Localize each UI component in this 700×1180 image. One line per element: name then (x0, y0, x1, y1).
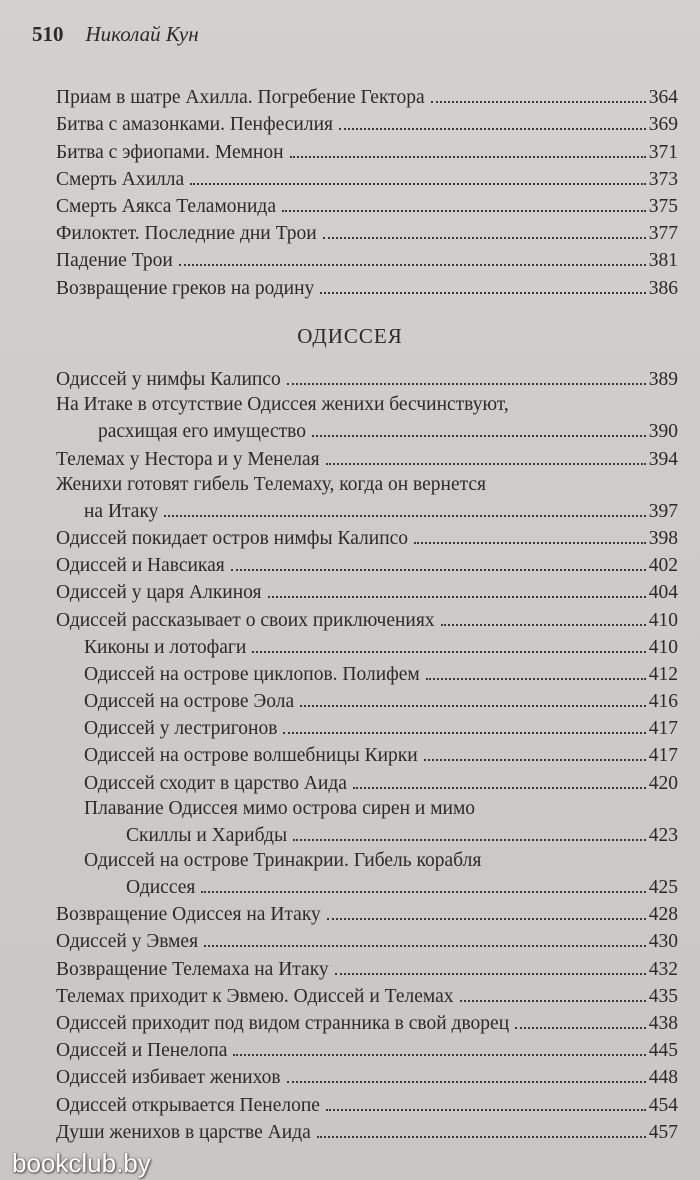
toc-entry-title: Одиссей у Эвмея (56, 931, 199, 953)
toc-entry (56, 1062, 678, 1089)
toc-entry-page: 381 (648, 250, 678, 272)
toc-entry-title: Одиссея (126, 877, 196, 898)
toc-entry (56, 604, 678, 631)
toc-entry-page: 417 (648, 718, 678, 740)
toc-entry-title: Одиссей приходит под видом странника в свой дворец (56, 1012, 510, 1034)
toc-entry-title: Возвращение Телемаха на Итаку (56, 958, 329, 980)
toc-entry-title: Одиссей и Пенелопа (56, 1040, 228, 1062)
toc-entry (56, 953, 678, 980)
toc-entry-page: 369 (648, 114, 678, 136)
toc-entry-page: 404 (648, 582, 678, 604)
toc-entry (56, 1035, 678, 1062)
leader-dots (287, 383, 646, 385)
toc-entry-title: Скиллы и Харибды (126, 824, 288, 846)
toc-entry (56, 364, 678, 391)
toc-entry-title: Битва с эфиопами. Мемнон (56, 141, 284, 163)
toc-entry (56, 191, 678, 218)
toc-entry-title: Души женихов в царстве Аида (56, 1121, 311, 1143)
toc-entry-page: 428 (648, 904, 678, 926)
toc-entry-title: Одиссей рассказывает о своих приключениях (56, 609, 435, 631)
toc-entry (56, 272, 678, 299)
leader-dots (323, 237, 646, 239)
toc-entry (56, 577, 678, 604)
toc-entry-page: 423 (648, 824, 678, 846)
toc-entry-title: Филоктет. Последние дни Трои (56, 223, 317, 245)
toc-odyssey-block (56, 364, 678, 1144)
leader-dots (190, 183, 646, 185)
toc-entry-page: 448 (648, 1067, 678, 1089)
toc-entry-continuation (56, 416, 678, 443)
toc-entry-title: Возвращение греков на родину (56, 277, 315, 299)
toc-entry-page: 438 (648, 1012, 678, 1034)
toc-entry-title: Одиссей на острове Тринакрии. Гибель корабля (84, 849, 482, 871)
toc-entry-title: Одиссей у нимфы Калипсо (56, 369, 281, 391)
leader-dots (426, 678, 646, 680)
leader-dots (179, 264, 646, 266)
toc-entry-title: Телемах приходит к Эвмею. Одиссей и Телемах (56, 985, 454, 1007)
leader-dots (414, 542, 646, 544)
toc-subentry (56, 767, 678, 794)
toc-entry-page: 430 (648, 931, 678, 953)
toc-entry-page: 375 (648, 195, 678, 217)
toc-entry-title: расхищая его имущество (98, 421, 306, 443)
toc-entry-page: 389 (648, 369, 678, 391)
toc-entry-page: 377 (648, 223, 678, 245)
toc-entry-page: 394 (648, 448, 678, 470)
toc-subentry-first-line (56, 795, 678, 820)
leader-dots (233, 1054, 645, 1056)
toc-entry-title: Одиссей сходит в царство Аида (84, 772, 347, 794)
toc-entry-title: Одиссей на острове Эола (84, 691, 295, 713)
toc-entry (56, 109, 678, 136)
leader-dots (353, 787, 646, 789)
leader-dots (312, 435, 646, 437)
leader-dots (231, 569, 646, 571)
toc-entry-page: 412 (648, 663, 678, 685)
toc-entry-page: 390 (648, 421, 678, 443)
toc-subentry-continuation (56, 872, 678, 899)
toc-entry-page: 364 (648, 87, 678, 109)
leader-dots (287, 1081, 646, 1083)
toc-entry-page: 457 (648, 1121, 678, 1143)
toc-entry-title: Смерть Аякса Теламонида (56, 195, 276, 217)
toc-subentry (56, 713, 678, 740)
toc-entry-title: Телемах у Нестора и у Менелая (56, 448, 320, 470)
toc-entry-page: 454 (648, 1094, 678, 1116)
leader-dots (283, 732, 645, 734)
toc-entry-title: Одиссей на острове циклопов. Полифем (84, 663, 420, 685)
toc-entry-title: Битва с амазонками. Пенфесилия (56, 114, 333, 136)
toc-subentry (56, 632, 678, 659)
section-heading-odyssey: ОДИССЕЯ (297, 324, 403, 348)
toc-entry-page: 416 (648, 691, 678, 713)
leader-dots (339, 128, 646, 130)
toc-entry-title: Одиссей у лестригонов (84, 718, 278, 740)
leader-dots (293, 839, 646, 841)
toc-entry-continuation (56, 496, 678, 523)
leader-dots (431, 101, 646, 103)
toc-subentry-continuation (56, 820, 678, 847)
toc-entry (56, 550, 678, 577)
toc-entry (56, 1089, 678, 1116)
toc-entry (56, 899, 678, 926)
toc-entry-title: Одиссей избивает женихов (56, 1067, 281, 1089)
leader-dots (441, 624, 646, 626)
toc-entry-page: 445 (648, 1040, 678, 1062)
toc-entry-page: 397 (648, 500, 678, 522)
toc-entry-title: Падение Трои (56, 250, 173, 272)
leader-dots (326, 463, 646, 465)
toc-entry (56, 443, 678, 470)
toc-entry-title: Одиссей и Навсикая (56, 555, 225, 577)
watermark-text: bookclub.by (12, 1148, 151, 1178)
leader-dots (424, 759, 646, 761)
toc-entry (56, 136, 678, 163)
toc-entry-page: 386 (648, 277, 678, 299)
toc-entry (56, 164, 678, 191)
leader-dots (326, 1109, 646, 1111)
toc-entry-page: 425 (648, 877, 678, 898)
toc-entry-title: Киконы и лотофаги (84, 636, 247, 658)
leader-dots (268, 596, 646, 598)
leader-dots (320, 292, 645, 294)
toc-entry (56, 523, 678, 550)
leader-dots (460, 1000, 646, 1002)
toc-entry (56, 1117, 678, 1144)
leader-dots (290, 156, 646, 158)
leader-dots (317, 1136, 646, 1138)
toc-subentry (56, 740, 678, 767)
toc-entry-title: Приам в шатре Ахилла. Погребение Гектора (56, 87, 425, 109)
toc-entry-title: Смерть Ахилла (56, 168, 185, 190)
toc-entry (56, 926, 678, 953)
leader-dots (164, 515, 645, 517)
toc-entry-page: 420 (648, 772, 678, 794)
toc-entry-title: Одиссей покидает остров нимфы Калипсо (56, 527, 409, 549)
toc-entry-title: Плавание Одиссея мимо острова сирен и мимо (84, 797, 476, 819)
toc-entry (56, 245, 678, 272)
page-header (32, 22, 199, 47)
toc-entry-page: 432 (648, 958, 678, 980)
toc-entry-title: На Итаке в отсутствие Одиссея женихи бесчинствуют, (56, 394, 509, 416)
leader-dots (335, 973, 646, 975)
leader-dots (282, 210, 646, 212)
toc-subentry-first-line (56, 847, 678, 872)
toc-entry-title: Женихи готовят гибель Телемаху, когда он вернется (56, 473, 487, 495)
toc-entry-page: 371 (648, 141, 678, 163)
toc-subentry (56, 659, 678, 686)
toc-entry-page: 402 (648, 555, 678, 577)
toc-entry-page: 398 (648, 527, 678, 549)
toc-entry-page: 410 (648, 609, 678, 631)
toc-entry (56, 1008, 678, 1035)
leader-dots (300, 705, 646, 707)
toc-entry-title: Одиссей на острове волшебницы Кирки (84, 745, 418, 767)
toc-subentry (56, 686, 678, 713)
toc-entry-page: 417 (648, 745, 678, 767)
page-number: 510 (32, 22, 64, 46)
leader-dots (515, 1027, 646, 1029)
leader-dots (252, 651, 645, 653)
toc-entry-page: 410 (648, 636, 678, 658)
toc-entry-first-line (56, 471, 678, 496)
leader-dots (204, 945, 646, 947)
toc-entry-title: Одиссей открывается Пенелопе (56, 1094, 320, 1116)
running-head-author: Николай Кун (85, 22, 199, 46)
toc-entry-title: Одиссей у царя Алкиноя (56, 582, 262, 604)
leader-dots (327, 918, 646, 920)
toc-entry-title: на Итаку (84, 500, 159, 522)
toc-entry (56, 981, 678, 1008)
toc-entry-page: 435 (648, 985, 678, 1007)
toc-top-block (56, 82, 678, 300)
toc-entry-title: Возвращение Одиссея на Итаку (56, 904, 321, 926)
leader-dots (201, 891, 645, 893)
toc-entry (56, 218, 678, 245)
toc-entry-page: 373 (648, 168, 678, 190)
toc-entry (56, 82, 678, 109)
toc-entry-first-line (56, 391, 678, 416)
